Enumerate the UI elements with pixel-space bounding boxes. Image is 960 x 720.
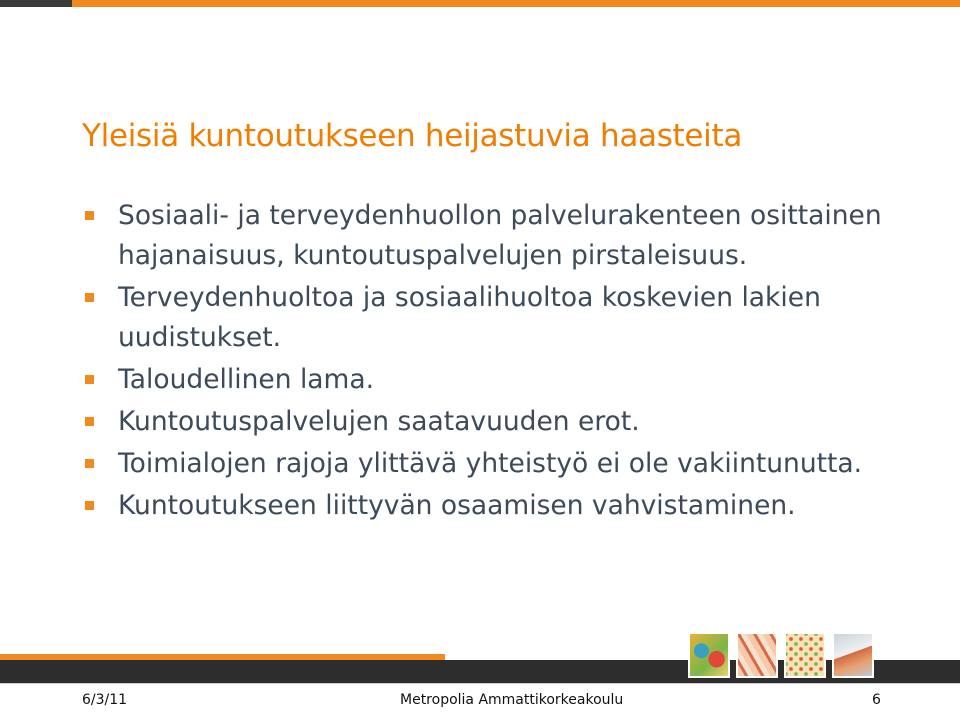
bullet-text: Terveydenhuoltoa ja sosiaalihuoltoa koskevien lakien uudistukset. [118, 282, 821, 353]
bullet-text: Kuntoutuspalvelujen saatavuuden erot. [118, 406, 640, 437]
bullet-list [82, 196, 882, 528]
top-bar-orange [72, 0, 960, 7]
bullet-text: Sosiaali- ja terveydenhuollon palvelurakenteen osittainen hajanaisuus, kuntoutuspalvelujen pirstaleisuus. [118, 200, 882, 271]
list-item [82, 486, 882, 526]
footer-date: 6/3/11 [82, 692, 128, 708]
thumbnail-image [784, 632, 826, 678]
bullet-text: Toimialojen rajoja ylittävä yhteistyö ei ole vakiintunutta. [118, 448, 863, 479]
thumbnail-image [688, 632, 730, 678]
square-bullet-icon [85, 375, 94, 384]
slide-title: Yleisiä kuntoutukseen heijastuvia haasteita [82, 118, 743, 154]
footer-organization: Metropolia Ammattikorkeakoulu [400, 692, 624, 708]
square-bullet-icon [85, 211, 94, 220]
bullet-text: Taloudellinen lama. [118, 364, 375, 395]
square-bullet-icon [85, 501, 94, 510]
top-bar-dark [0, 0, 72, 7]
bullet-text: Kuntoutukseen liittyvän osaamisen vahvistaminen. [118, 490, 796, 521]
square-bullet-icon [85, 459, 94, 468]
square-bullet-icon [85, 417, 94, 426]
list-item [82, 402, 882, 442]
square-bullet-icon [85, 293, 94, 302]
thumbnail-image [832, 632, 874, 678]
list-item [82, 278, 882, 358]
list-item [82, 444, 882, 484]
decorative-thumbnails [688, 628, 874, 680]
thumbnail-image [736, 632, 778, 678]
page-number: 6 [872, 692, 881, 708]
list-item [82, 196, 882, 276]
list-item [82, 360, 882, 400]
footer-accent-line [0, 654, 445, 660]
